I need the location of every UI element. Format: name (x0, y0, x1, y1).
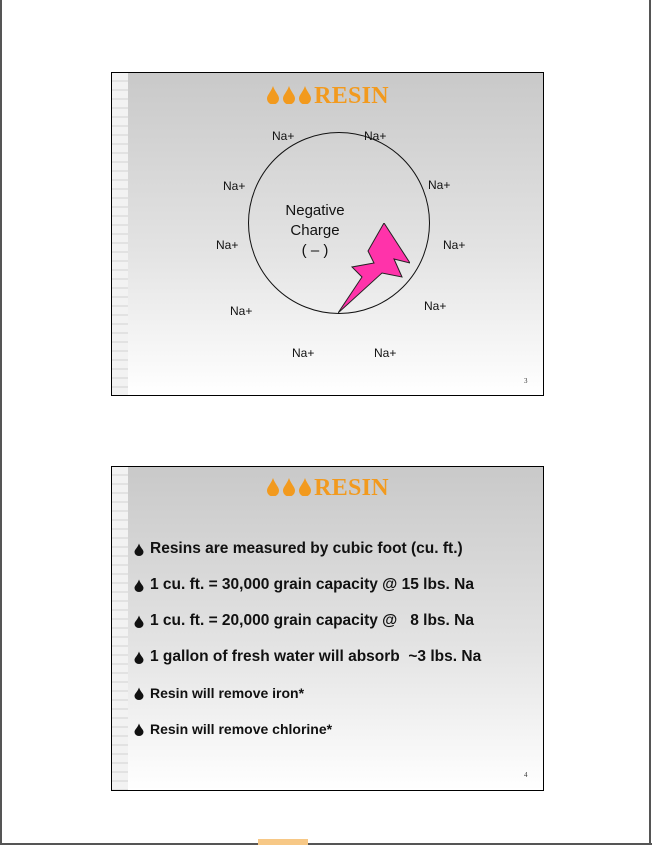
water-drop-icon (298, 85, 312, 104)
list-item-text: Resin will remove iron* (150, 685, 305, 701)
list-item (134, 675, 481, 711)
list-item-text: 1 cu. ft. = 20,000 grain capacity @ 8 lbs. Na (150, 612, 474, 629)
sodium-ion-label: Na+ (292, 346, 315, 360)
slide-title (112, 475, 543, 502)
list-item (134, 567, 481, 603)
slide-resin-facts (111, 466, 544, 791)
page-tab-marker (258, 839, 308, 845)
slide-side-stripe (112, 467, 128, 790)
drop-bullet-icon (134, 579, 144, 592)
page-border-left (0, 0, 2, 845)
slide-title (112, 83, 543, 110)
sodium-ion-label: Na+ (216, 238, 239, 252)
charge-label-line: Charge (290, 222, 340, 239)
water-drop-icon (266, 85, 280, 104)
water-drop-icon (282, 85, 296, 104)
sodium-ion-label: Na+ (424, 299, 447, 313)
list-item-text: Resin will remove chlorine* (150, 721, 333, 737)
slide-title-text: RESIN (314, 475, 389, 501)
drop-bullet-icon (134, 687, 144, 700)
sodium-ion-label: Na+ (272, 129, 295, 143)
list-item (134, 639, 481, 675)
title-drops (266, 85, 312, 104)
water-drop-icon (266, 477, 280, 496)
list-item-text: 1 gallon of fresh water will absorb ~3 lbs. Na (150, 648, 482, 665)
slide-page-number: 4 (524, 771, 528, 779)
title-drops (266, 477, 312, 496)
drop-bullet-icon (134, 651, 144, 664)
bullet-list (134, 531, 481, 747)
lightning-bolt-icon (338, 223, 410, 313)
list-item-text: Resins are measured by cubic foot (cu. ft.) (150, 540, 463, 557)
water-drop-icon (298, 477, 312, 496)
page-border-right (649, 0, 651, 845)
sodium-ion-label: Na+ (230, 304, 253, 318)
drop-bullet-icon (134, 543, 144, 556)
list-item-text: 1 cu. ft. = 30,000 grain capacity @ 15 lbs. Na (150, 576, 474, 593)
sodium-ion-label: Na+ (223, 179, 246, 193)
slide-resin-diagram (111, 72, 544, 396)
sodium-ion-label: Na+ (443, 238, 466, 252)
water-drop-icon (282, 477, 296, 496)
slide-title-text: RESIN (314, 83, 389, 109)
sodium-ion-label: Na+ (374, 346, 397, 360)
charge-label-line: Negative (285, 202, 345, 219)
sodium-ion-label: Na+ (364, 129, 387, 143)
charge-label-line: ( – ) (301, 242, 329, 259)
drop-bullet-icon (134, 615, 144, 628)
slide-page-number: 3 (524, 377, 528, 385)
list-item (134, 711, 481, 747)
slide-side-stripe (112, 73, 128, 395)
drop-bullet-icon (134, 723, 144, 736)
sodium-ion-label: Na+ (428, 178, 451, 192)
list-item (134, 603, 481, 639)
list-item (134, 531, 481, 567)
